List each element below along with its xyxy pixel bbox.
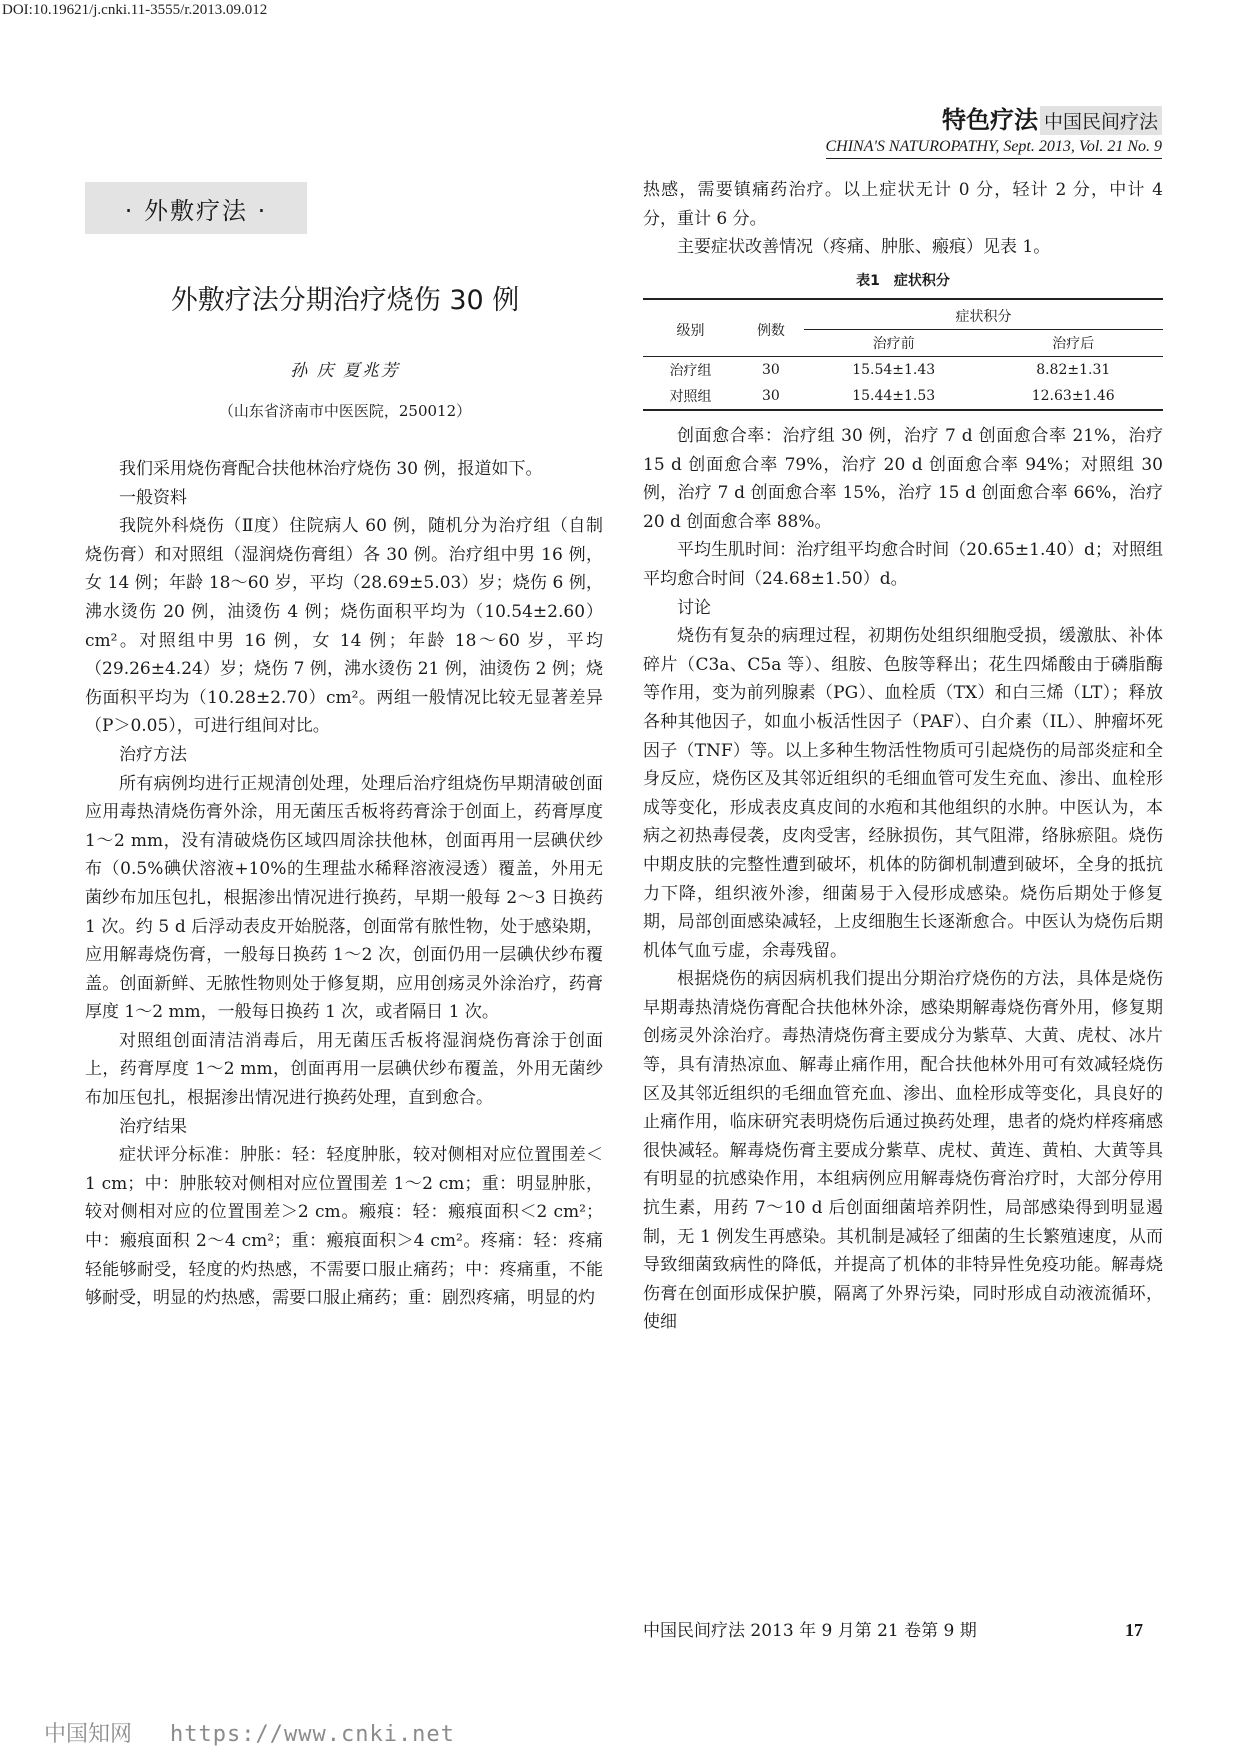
table-cell: 12.63±1.46 (1031, 388, 1115, 404)
body-paragraph: 创面愈合率：治疗组 30 例，治疗 7 d 创面愈合率 21%，治疗15 d 创面愈合率 79%，治疗 20 d 创面愈合率 94%；对照组 30 例，治疗 7 d 创面愈合率 15%，治疗 15 d 创面愈合率 66%，治疗 20 d 创面愈合率 88%。 (643, 426, 1163, 532)
right-column-top (643, 176, 1163, 262)
body-paragraph: 所有病例均进行正规清创处理，处理后治疗组烧伤早期清破创面应用毒热清烧伤膏外涂，用无菌压舌板将药膏涂于创面上，药膏厚度 1～2 mm，没有清破烧伤区域四周涂扶他林，创面再用一层碘伏纱布（0.5%碘伏溶液+10%的生理盐水稀释溶液浸透）覆盖，外用无菌纱布加压包扎，根据渗出情况进行换药，早期一般每 2～3 日换药 1 次。约 5 d 后浮动表皮开始脱落，创面常有脓性物，处于感染期，应用解毒烧伤膏，一般每日换药 1～2 次，创面仍用一层碘伏纱布覆盖。创面新鲜、无脓性物则处于修复期，应用创疡灵外涂治疗，药膏厚度 1～2 mm，一般每日换药 1 次，或者隔日 1 次。 (85, 773, 603, 1023)
doi-line: DOI:10.19621/j.cnki.11-3555/r.2013.09.012 (2, 2, 268, 18)
column-rubric (942, 100, 1162, 135)
body-paragraph: 症状评分标准：肿胀：轻：轻度肿胀，较对侧相对应位置围差＜1 cm；中：肿胀较对侧相对应位置围差 1～2 cm；重：明显肿胀，较对侧相对应的位置围差＞2 cm。瘢痕：轻：瘢痕面积＜2 cm²；中：瘢痕面积 2～4 cm²；重：瘢痕面积＞4 cm²。疼痛：轻：疼痛轻能够耐受，轻度的灼热感，不需要口服止痛药；中：疼痛重，不能够耐受，明显的灼热感，需要口服止痛药；重：剧烈疼痛，明显的灼 (85, 1145, 603, 1309)
table-row (643, 383, 1163, 410)
cnki-watermark (44, 1717, 455, 1748)
left-column (85, 455, 603, 1313)
table-header-group: 级别 (676, 322, 705, 339)
table-title: 表1 症状积分 (856, 273, 950, 289)
body-paragraph: 对照组创面清洁消毒后，用无菌压舌板将湿润烧伤膏涂于创面上，药膏厚度 1～2 mm，创面再用一层碘伏纱布覆盖，外用无菌纱布加压包扎，根据渗出情况进行换药处理，直到愈合。 (85, 1030, 603, 1109)
page-footer (643, 1616, 1143, 1641)
subheading-general: 一般资料 (119, 487, 187, 508)
symptom-score-table (643, 298, 1163, 411)
table-cell: 治疗组 (669, 363, 712, 379)
rubric-sub: 中国民间疗法 (1040, 106, 1162, 135)
cnki-logo: 中国知网 (44, 1722, 133, 1747)
body-paragraph: 我院外科烧伤（Ⅱ度）住院病人 60 例，随机分为治疗组（自制烧伤膏）和对照组（湿润烧伤膏组）各 30 例。治疗组中男 16 例，女 14 例；年龄 18～60 岁，平均（28.69±5.03）岁；烧伤 6 例，沸水烫伤 20 例，油烫伤 4 例；烧伤面积平均为（10.54±2.60）cm²。对照组中男 16 例，女 14 例；年龄 18～60 岁，平均（29.26±4.24）岁；烧伤 7 例，沸水烫伤 21 例，油烫伤 2 例；烧伤面积平均为（10.28±2.70）cm²。两组一般情况比较无显著差异（P＞0.05），可进行组间对比。 (85, 516, 603, 737)
table-cell: 8.82±1.31 (1036, 362, 1111, 378)
authors: 孙 庆 夏兆芳 (290, 361, 400, 381)
table-header-cases: 例数 (756, 322, 785, 339)
body-paragraph: 烧伤有复杂的病理过程，初期伤处组织细胞受损，缓激肽、补体碎片（C3a、C5a 等）、组胺、色胺等释出；花生四烯酸由于磷脂酶等作用，变为前列腺素（PG）、血栓质（TX）和白三烯（LT）；释放各种其他因子，如血小板活性因子（PAF）、白介素（IL）、肿瘤坏死因子（TNF）等。以上多种生物活性物质可引起烧伤的局部炎症和全身反应，烧伤区及其邻近组织的毛细血管可发生充血、渗出、血栓形成等变化，形成表皮真皮间的水疱和其他组织的水肿。中医认为，本病之初热毒侵袭，皮肉受害，经脉损伤，其气阻滞，络脉瘀阻。烧伤中期皮肤的完整性遭到破坏，机体的防御机制遭到破坏，全身的抵抗力下降，组织液外渗，细菌易于入侵形成感染。烧伤后期处于修复期，局部创面感染减轻，上皮细胞生长逐渐愈合。中医认为烧伤后期机体气血亏虚，余毒残留。 (643, 626, 1163, 961)
footer-journal: 中国民间疗法 2013 年 9 月第 21 卷第 9 期 (643, 1621, 977, 1641)
subheading-method: 治疗方法 (119, 744, 187, 765)
subheading-discussion: 讨论 (677, 597, 711, 618)
table-cell: 30 (762, 362, 780, 378)
cnki-url[interactable]: https://www.cnki.net (170, 1722, 455, 1747)
section-label: · 外敷疗法 · (85, 182, 307, 234)
table-cell: 15.44±1.53 (852, 388, 936, 404)
rubric-main: 特色疗法 (941, 106, 1038, 134)
table-header-score: 症状积分 (804, 299, 1163, 330)
table-row (643, 357, 1163, 384)
table-header-before: 治疗前 (872, 336, 915, 352)
body-paragraph: 主要症状改善情况（疼痛、肿胀、瘢痕）见表 1。 (677, 237, 1051, 258)
right-column-bottom (643, 422, 1163, 1337)
body-paragraph: 平均生肌时间：治疗组平均愈合时间（20.65±1.40）d；对照组平均愈合时间（24.68±1.50）d。 (643, 540, 1163, 589)
body-paragraph: 热感，需要镇痛药治疗。以上症状无计 0 分，轻计 2 分，中计 4 分，重计 6 分。 (643, 180, 1163, 229)
running-head: CHINA'S NATUROPATHY, Sept. 2013, Vol. 21 No. 9 (826, 138, 1163, 159)
table-cell: 对照组 (669, 389, 712, 405)
table-cell: 30 (762, 388, 780, 404)
subheading-results: 治疗结果 (119, 1116, 187, 1137)
intro-paragraph: 我们采用烧伤膏配合扶他林治疗烧伤 30 例，报道如下。 (119, 459, 543, 479)
table-cell: 15.54±1.43 (852, 362, 936, 378)
table-header-after: 治疗后 (1052, 336, 1095, 352)
page-number: 17 (1125, 1620, 1143, 1640)
affiliation: （山东省济南市中医医院，250012） (218, 402, 472, 420)
article-title: 外敷疗法分期治疗烧伤 30 例 (170, 285, 520, 316)
body-paragraph: 根据烧伤的病因病机我们提出分期治疗烧伤的方法，具体是烧伤早期毒热清烧伤膏配合扶他林外涂，感染期解毒烧伤膏外用，修复期创疡灵外涂治疗。毒热清烧伤膏主要成分为紫草、大黄、虎杖、冰片等，具有清热凉血、解毒止痛作用，配合扶他林外用可有效减轻烧伤区及其邻近组织的毛细血管充血、渗出、血栓形成等变化，具良好的止痛作用，临床研究表明烧伤后通过换药处理，患者的烧灼样疼痛感很快减轻。解毒烧伤膏主要成分紫草、虎杖、黄连、黄柏、大黄等具有明显的抗感染作用，本组病例应用解毒烧伤膏治疗时，大部分停用抗生素，用药 7～10 d 后创面细菌培养阴性，局部感染得到明显遏制，无 1 例发生再感染。其机制是减轻了细菌的生长繁殖速度，从而导致细菌致病性的降低，并提高了机体的非特异性免疫功能。解毒烧伤膏在创面形成保护膜，隔离了外界污染，同时形成自动液流循环，使细 (643, 969, 1163, 1333)
